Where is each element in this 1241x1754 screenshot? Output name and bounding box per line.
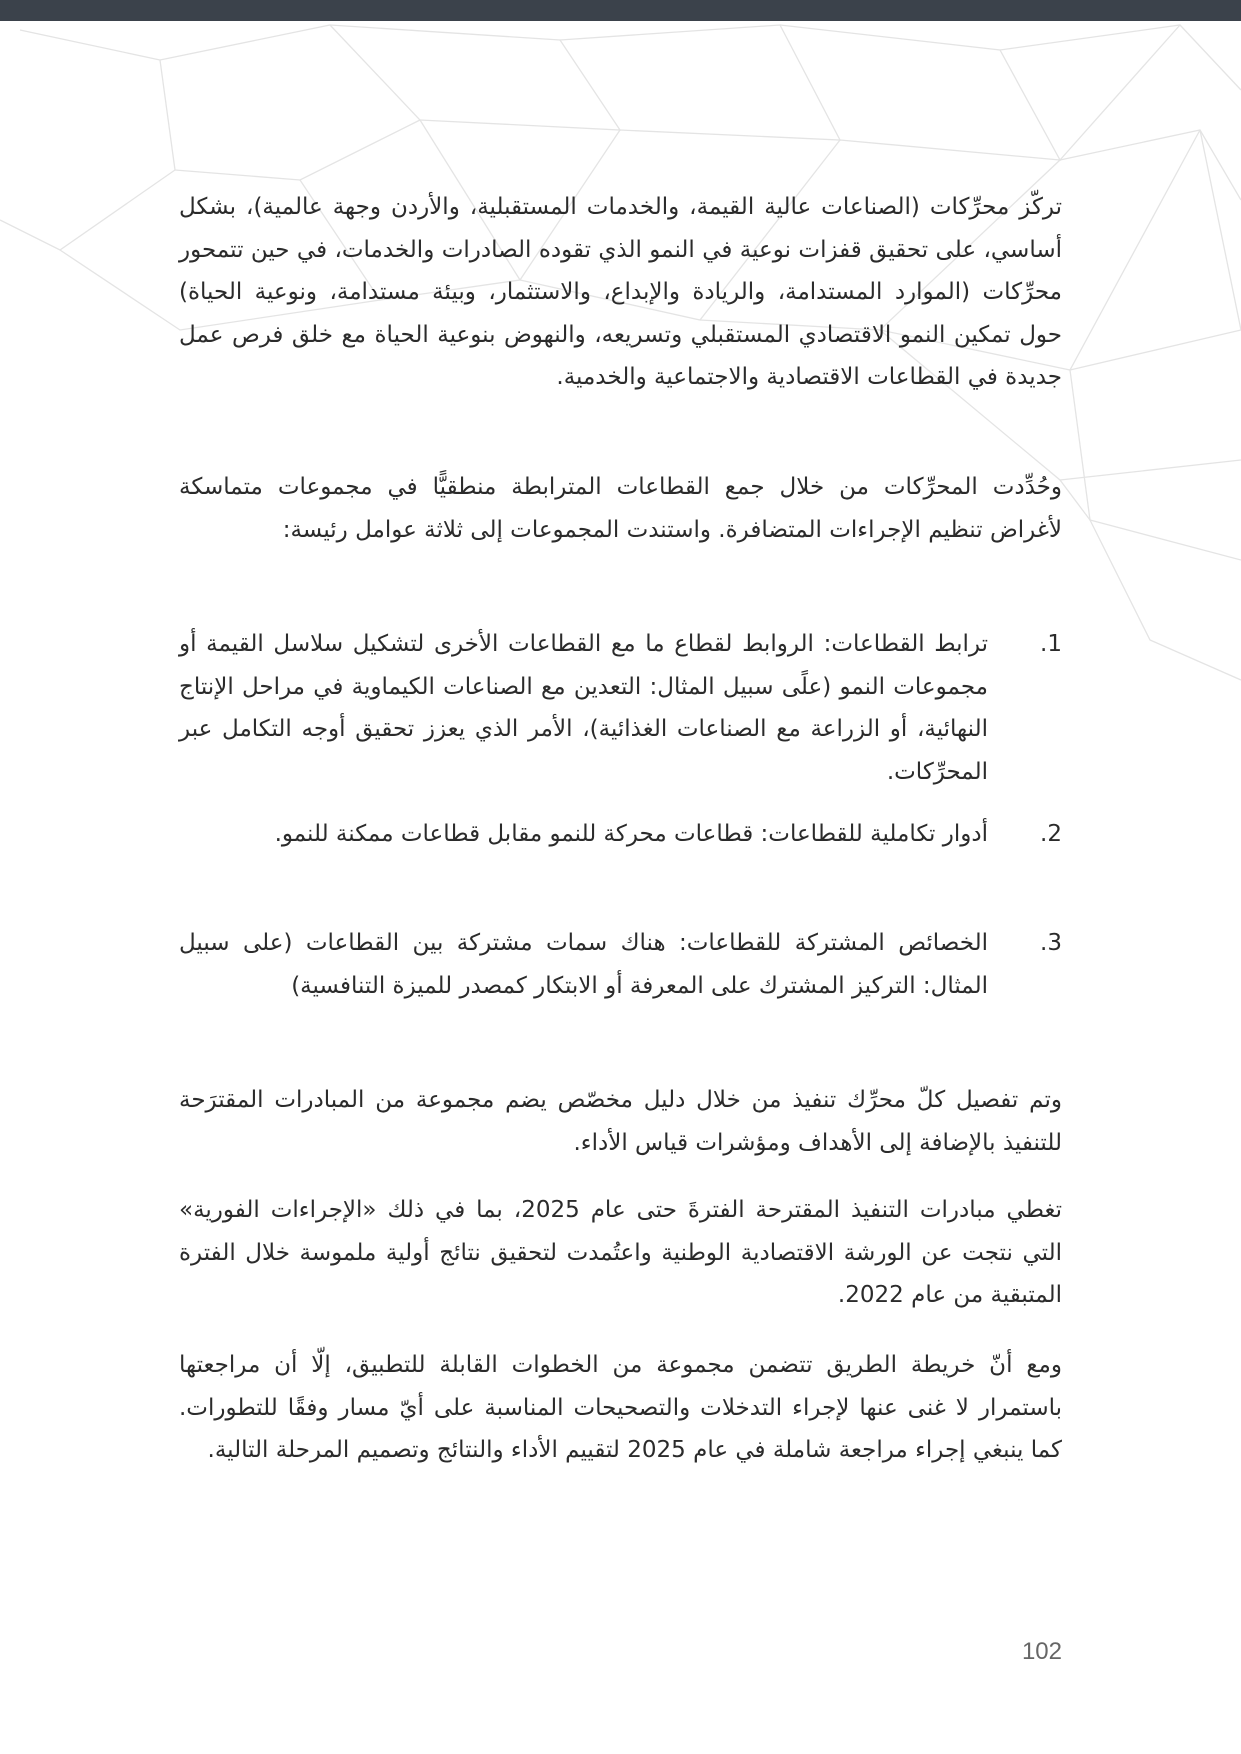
list-text: الخصائص المشتركة للقطاعات: هناك سمات مشتركة بين القطاعات (على سبيل المثال: التركيز المشترك على المعرفة أو الابتكار كمصدر للميزة التنافسية) [179,930,988,999]
paragraph-initiatives: تغطي مبادرات التنفيذ المقترحة الفترةَ حتى عام 2025، بما في ذلك «الإجراءات الفورية» التي نتجت عن الورشة الاقتصادية الوطنية واعتُمدت لتحقيق نتائج أولية ملموسة خلال الفترة المتبقية من عام 2022. [179,1197,1062,1308]
list-item [179,623,1062,793]
list-number: 1. [1040,631,1062,657]
list-item [179,813,1062,856]
list-item [179,922,1062,1007]
paragraph-engines-definition: وحُدِّدت المحرِّكات من خلال جمع القطاعات المترابطة منطقيًّا في مجموعات متماسكة لأغراض تنظيم الإجراءات المتضافرة. واستندت المجموعات إلى ثلاثة عوامل رئيسة: [179,474,1062,543]
paragraph-guides: وتم تفصيل كلّ محرِّك تنفيذ من خلال دليل مخصّص يضم مجموعة من المبادرات المقترَحة للتنفيذ بالإضافة إلى الأهداف ومؤشرات قياس الأداء. [179,1087,1062,1156]
list-number: 2. [1040,821,1062,847]
list-text: ترابط القطاعات: الروابط لقطاع ما مع القطاعات الأخرى لتشكيل سلاسل القيمة أو مجموعات النمو (علًى سبيل المثال: التعدين مع الصناعات الكيماوية في مراحل الإنتاج النهائية، أو الزراعة مع الصناعات الغذائية)، الأمر الذي يعزز تحقيق أوجه التكامل عبر المحرِّكات. [179,631,988,785]
list-text: أدوار تكاملية للقطاعات: قطاعات محركة للنمو مقابل قطاعات ممكنة للنمو. [274,821,988,847]
page-number: 102 [1021,1638,1062,1665]
paragraph-roadmap-review: ومع أنّ خريطة الطريق تتضمن مجموعة من الخطوات القابلة للتطبيق، إلّا أن مراجعتها باستمرار لا غنى عنها لإجراء التدخلات والتصحيحات المناسبة على أيّ مسار وفقًا للتطورات. كما ينبغي إجراء مراجعة شاملة في عام 2025 لتقييم الأداء والنتائج وتصميم المرحلة التالية. [179,1352,1062,1463]
paragraph-engines-focus: تركّز محرِّكات (الصناعات عالية القيمة، والخدمات المستقبلية، والأردن وجهة عالمية)، بشكل أساسي، على تحقيق قفزات نوعية في النمو الذي تقوده الصادرات والخدمات، في حين تتمحور محرِّكات (الموارد المستدامة، والريادة والإبداع، والاستثمار، وبيئة مستدامة، ونوعية الحياة) حول تمكين النمو الاقتصادي المستقبلي وتسريعه، والنهوض بنوعية الحياة مع خلق فرص عمل جديدة في القطاعات الاقتصادية والاجتماعية والخدمية. [179,194,1062,390]
list-number: 3. [1040,930,1062,956]
